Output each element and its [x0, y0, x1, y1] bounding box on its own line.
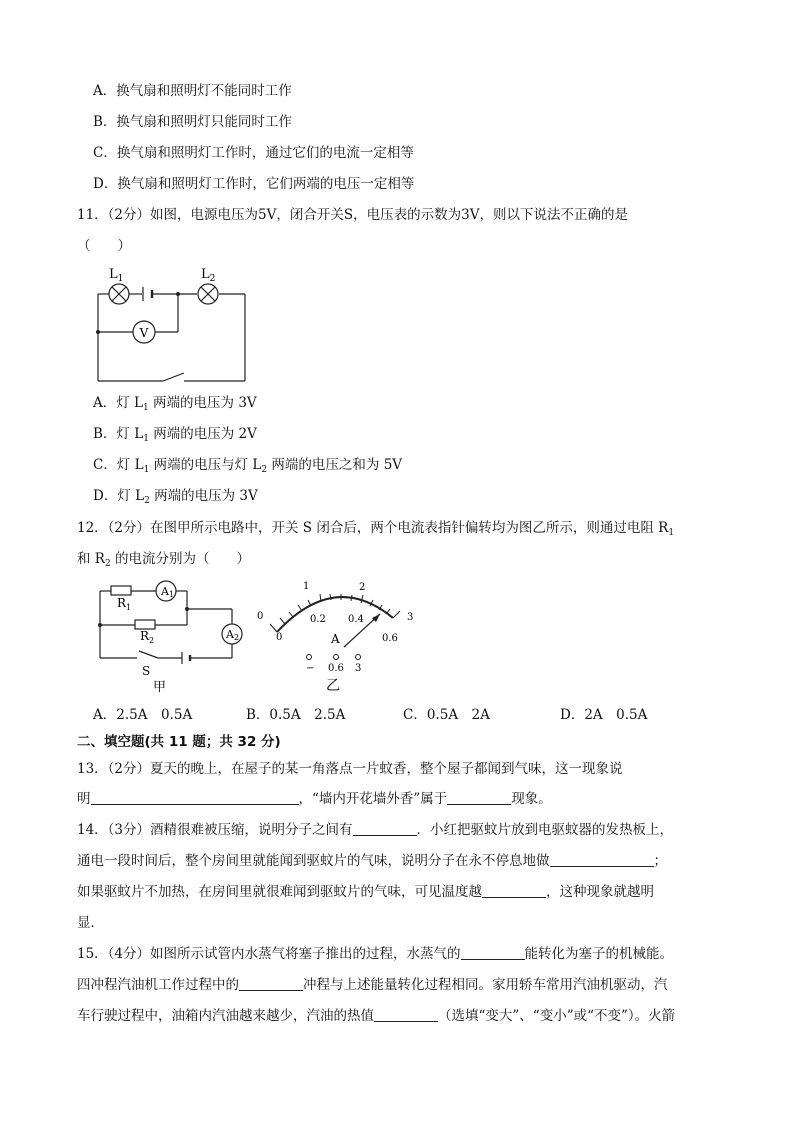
- q11-option-c: C．灯 $L_1$ 两端的电压与灯 $L_2$ 两端的电压之和为 5V: [93, 457, 403, 475]
- dial-unit: A: [331, 632, 340, 646]
- dial-arc: [277, 597, 393, 632]
- q11-option-d: D．灯 $L_2$ 两端的电压为 3V: [93, 488, 258, 506]
- q10-option-d: D．换气扇和照明灯工作时，它们两端的电压一定相等: [93, 176, 415, 192]
- resistor-r2-label: $R_2$: [140, 629, 155, 645]
- dial-top-scale-2: 2: [359, 582, 366, 593]
- q12-option-b: B．0.5A 2.5A: [246, 707, 346, 723]
- q12-stem: 12．（2分）在图甲所示电路中，开关 S 闭合后，两个电流表指针偏转均为图乙所示，则通过电阻 $R_1$: [77, 520, 675, 538]
- q14-line4: 显．: [77, 915, 104, 931]
- lamp-l1-label: $L_1$: [109, 267, 124, 284]
- q10-option-b: B．换气扇和照明灯只能同时工作: [93, 114, 292, 130]
- q11-stem: 11．（2分）如图，电源电压为5V，闭合开关S，电压表的示数为3V，则以下说法不正确的是: [77, 207, 628, 223]
- q11-circuit-diagram: [90, 260, 260, 390]
- q10-option-a: A．换气扇和照明灯不能同时工作: [93, 83, 292, 99]
- dial-bottom-scale-3: 0.6: [382, 633, 398, 644]
- lamp-l1-symbol: [109, 284, 129, 304]
- dial-top-scale-3: 3: [407, 612, 414, 623]
- q12-option-c: C．0.5A 2A: [403, 707, 490, 723]
- q12-ammeter-dial: [250, 574, 425, 699]
- junction-dot: [96, 330, 100, 334]
- q15-blank-3[interactable]: [374, 1007, 438, 1022]
- terminal-label-minus: −: [306, 663, 315, 674]
- dial-bottom-scale-2: 0.4: [348, 614, 364, 625]
- q12-option-d: D．2A 0.5A: [560, 707, 648, 723]
- q11-option-a: A．灯 $L_1$ 两端的电压为 3V: [93, 395, 257, 413]
- q13-blank-1[interactable]: [91, 790, 299, 805]
- q13-blank-2[interactable]: [447, 790, 511, 805]
- q15-line3: 车行驶过程中，油箱内汽油越来越少，汽油的热值 （选填“变大”、“变小”或“不变”）。火箭: [77, 1008, 676, 1024]
- q14-line1: 14．（3分）酒精很难被压缩，说明分子之间有 ．小红把驱蚊片放到电驱蚊器的发热板上，: [77, 822, 674, 838]
- resistor-r2-symbol: [135, 620, 155, 629]
- circuit-caption: 甲: [153, 680, 167, 695]
- q14-line2: 通电一段时间后，整个房间里就能闻到驱蚊片的气味，说明分子在永不停息地做 ；: [77, 853, 667, 869]
- q14-blank-1[interactable]: [353, 821, 417, 836]
- q15-line2: 四冲程汽油机工作过程中的 冲程与上述能量转化过程相同。家用轿车常用汽油机驱动，汽: [77, 977, 668, 993]
- dial-bottom-scale-0: 0: [276, 632, 283, 643]
- q12-circuit-jia: [90, 574, 250, 699]
- q13-line1: 13．（2分）夏天的晚上，在屋子的某一角落点一片蚊香，整个屋子都闻到气味，这一现象说: [77, 761, 623, 777]
- q11-option-b: B．灯 $L_1$ 两端的电压为 2V: [93, 426, 257, 444]
- terminal-label-0-6: 0.6: [328, 663, 344, 674]
- lamp-l2-symbol: [198, 284, 218, 304]
- lamp-l2-label: $L_2$: [201, 267, 216, 284]
- section-2-title: 二、填空题(共 11 题；共 32 分): [77, 734, 281, 750]
- dial-top-scale-1: 1: [303, 581, 310, 592]
- ammeter-a2-label: A2: [226, 628, 240, 642]
- q15-blank-2[interactable]: [239, 976, 303, 991]
- dial-caption: 乙: [326, 678, 340, 694]
- q11-paren: （ ）: [77, 238, 131, 254]
- dial-top-scale-0: 0: [257, 611, 264, 622]
- q12-stem-line2: 和 $R_2$ 的电流分别为（ ）: [77, 551, 250, 569]
- resistor-r1-symbol: [111, 586, 131, 595]
- switch-label: S: [142, 664, 151, 678]
- q14-line3: 如果驱蚊片不加热，在房间里就很难闻到驱蚊片的气味，可见温度越 ，这种现象就越明: [77, 884, 654, 900]
- dial-bottom-scale-1: 0.2: [310, 614, 326, 625]
- junction-dot: [176, 292, 180, 296]
- terminal-label-3: 3: [355, 663, 362, 674]
- q14-blank-2[interactable]: [550, 852, 654, 867]
- resistor-r1-label: $R_1$: [117, 596, 132, 612]
- q15-blank-1[interactable]: [461, 945, 525, 960]
- junction-dot: [185, 607, 189, 611]
- q14-blank-3[interactable]: [482, 883, 546, 898]
- voltmeter-label: V: [139, 326, 149, 340]
- ammeter-a1-label: A1: [161, 585, 175, 599]
- dial-ticks: [270, 594, 400, 632]
- q13-line2: 明 ，“墙内开花墙外香”属于 现象。: [77, 791, 552, 807]
- q12-option-a: A．2.5A 0.5A: [93, 707, 193, 723]
- junction-dot: [98, 623, 102, 627]
- meter-terminals: [307, 655, 361, 660]
- q10-option-c: C．换气扇和照明灯工作时，通过它们的电流一定相等: [93, 145, 414, 161]
- q15-line1: 15．（4分）如图所示试管内水蒸气将塞子推出的过程，水蒸气的 能转化为塞子的机械能。: [77, 946, 674, 962]
